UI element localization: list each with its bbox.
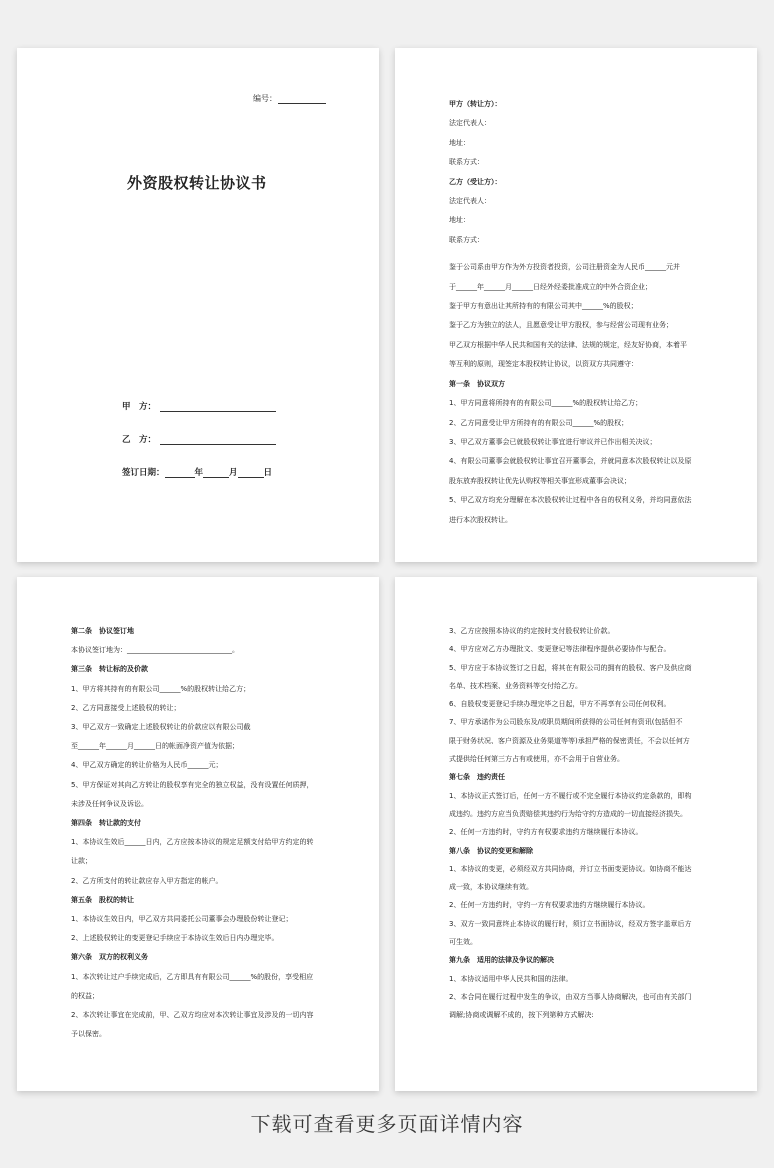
text-line: 可生效。 [449, 938, 477, 947]
text-line: 进行本次股权转让。 [449, 515, 512, 524]
party-a-line [122, 400, 276, 412]
text-line: 1、本协议生效日内，甲乙双方共同委托公司董事会办理股份转让登记； [71, 915, 293, 924]
document-page-4 [395, 577, 757, 1091]
sign-year-label: 年 [194, 468, 204, 478]
text-line: 予以保密。 [71, 1030, 106, 1039]
party-a-blank [160, 402, 276, 412]
text-line: 2、乙方所支付的转让款应存入甲方指定的帐户。 [71, 876, 223, 885]
text-line: 3、双方一致同意终止本协议的履行时，须订立书面协议，经双方签字盖章后方 [449, 919, 692, 928]
text-line: 鉴于乙方为独立的法人，且愿意受让甲方股权，参与经营公司现有业务； [449, 321, 673, 330]
text-line: 鉴于甲方有意出让其所持有的有限公司其中______%的股权； [449, 302, 638, 311]
text-line: 本协议签订地为：______________________________。 [71, 646, 239, 655]
text-line: 鉴于公司系由甲方作为外方投资者投资，公司注册资金为人民币______元并 [449, 263, 680, 272]
text-line: 的权益； [71, 991, 99, 1000]
party-b-blank [160, 435, 276, 445]
page-2-text [449, 95, 729, 530]
text-line: 联系方式： [449, 235, 484, 244]
sign-month-label: 月 [229, 468, 238, 478]
text-line: 1、甲方同意将所持有的有限公司______%的股权转让给乙方； [449, 399, 643, 408]
document-number-label: 编号： [253, 94, 277, 103]
sign-day-blank [238, 468, 264, 478]
text-line: 让款； [71, 857, 92, 866]
cover-page [17, 48, 379, 562]
text-line: 成违约。违约方应当负责赔偿其违约行为给守约方造成的一切直接经济损失。 [449, 809, 687, 818]
section-heading: 第九条 适用的法律及争议的解决 [449, 956, 554, 965]
text-line: 甲乙双方根据中华人民共和国有关的法律、法规的规定，经友好协商，本着平 [449, 340, 687, 349]
text-line: 1、本协议正式签订后，任何一方不履行或不完全履行本协议约定条款的，即构 [449, 791, 692, 800]
text-line: 于______年______月______日经外经委批准成立的中外合资企业； [449, 282, 652, 291]
party-a-label: 甲 方： [122, 402, 157, 412]
paragraph-gap [449, 250, 729, 258]
text-line: 3、甲乙双方一致确定上述股权转让的价款应以有限公司截 [71, 723, 251, 732]
sign-day-label: 日 [263, 468, 273, 478]
text-line: 地址： [449, 138, 470, 147]
text-line: 1、本次转让过户手续完成后，乙方即具有有限公司______%的股份，享受相应 [71, 972, 314, 981]
text-line: 4、有限公司董事会就股权转让事宜召开董事会，并就同意本次股权转让以及原 [449, 457, 692, 466]
section-heading: 第四条 转让款的支付 [71, 819, 141, 828]
text-line: 法定代表人： [449, 197, 491, 206]
section-heading: 第三条 转让标的及价款 [71, 665, 148, 674]
sign-year-blank [165, 468, 195, 478]
text-line: 等互利的原则，现签定本股权转让协议，以资双方共同遵守： [449, 360, 638, 369]
document-number-blank [278, 94, 326, 104]
text-line: 2、任何一方违约时，守约一方有权要求违约方继续履行本协议。 [449, 901, 650, 910]
text-line: 至______年______月______日的帐面净资产值为依据； [71, 742, 239, 751]
party-b-line [122, 433, 276, 445]
text-line: 限于财务状况、客户资源及业务渠道等等)承担严格的保密责任，不会以任何方 [449, 736, 690, 745]
document-number [253, 93, 326, 104]
text-line: 2、乙方同意受让甲方所持有的有限公司______%的股权； [449, 418, 629, 427]
text-line: 1、甲方将其持有的有限公司______%的股权转让给乙方； [71, 684, 251, 693]
text-line: 2、任何一方违约时，守约方有权要求违约方继续履行本协议。 [449, 828, 643, 837]
text-line: 7、甲方承诺作为公司股东及/或职员期间所获得的公司任何有资讯(包括但不 [449, 718, 683, 727]
document-title: 外资股权转让协议书 [127, 174, 267, 192]
text-line: 1、本协议适用中华人民共和国的法律。 [449, 974, 573, 983]
section-heading: 第七条 违约责任 [449, 773, 505, 782]
text-line: 2、本合同在履行过程中发生的争议，由双方当事人协商解决，也可由有关部门 [449, 992, 692, 1001]
text-line: 名单、技术档案、业务资料等交付给乙方。 [449, 681, 582, 690]
text-line: 1、本协议的变更，必须经双方共同协商，并订立书面变更协议。如协商不能达 [449, 864, 692, 873]
text-line: 股东放弃股权转让优先认购权等相关事宜形成董事会决议； [449, 476, 631, 485]
text-line: 2、乙方同意接受上述股权的转让； [71, 703, 181, 712]
party-b-label: 乙 方： [122, 435, 157, 445]
text-line: 未涉及任何争议及诉讼。 [71, 799, 148, 808]
sign-date-label: 签订日期： [122, 468, 165, 478]
text-line: 5、甲方应于本协议签订之日起，将其在有限公司的拥有的股权、客户及供应商 [449, 663, 692, 672]
text-line: 2、上述股权转让的变更登记手续应于本协议生效后日内办理完毕。 [71, 934, 279, 943]
text-line: 调解;协商或调解不成的，按下列第种方式解决: [449, 1011, 594, 1020]
text-line: 5、甲方保证对其向乙方转让的股权享有完全的独立权益，没有设置任何质押， [71, 780, 314, 789]
page-3-text [71, 622, 351, 1044]
sign-month-blank [203, 468, 229, 478]
document-page-3 [17, 577, 379, 1091]
section-heading: 第八条 协议的变更和解除 [449, 846, 533, 855]
section-heading: 第五条 股权的转让 [71, 895, 134, 904]
text-line: 5、甲乙双方均充分理解在本次股权转让过程中各自的权利义务，并均同意依法 [449, 496, 692, 505]
text-line: 1、本协议生效后______日内，乙方应按本协议的规定足额支付给甲方约定的转 [71, 838, 314, 847]
text-line: 2、本次转让事宜在完成前，甲、乙双方均应对本次转让事宜及涉及的一切内容 [71, 1011, 314, 1020]
download-caption: 下载可查看更多页面详情内容 [250, 1112, 524, 1136]
text-line: 3、甲乙双方董事会已就股权转让事宜进行审议并已作出相关决议； [449, 437, 657, 446]
page-4-text [449, 622, 729, 1025]
section-heading: 第一条 协议双方 [449, 379, 505, 388]
document-page-2 [395, 48, 757, 562]
section-heading: 第二条 协议签订地 [71, 627, 134, 635]
text-line: 6、自股权变更登记手续办理完毕之日起，甲方不再享有公司任何权利。 [449, 700, 671, 709]
text-line: 联系方式： [449, 158, 484, 167]
text-line: 地址： [449, 216, 470, 225]
text-line: 法定代表人： [449, 119, 491, 128]
text-line: 3、乙方应按照本协议的约定按时支付股权转让价款。 [449, 627, 615, 635]
text-line: 成一致，本协议继续有效。 [449, 883, 533, 892]
section-heading: 乙方（受让方）： [449, 177, 502, 186]
sign-date-line [122, 466, 272, 478]
text-line: 4、甲方应对乙方办理批文、变更登记等法律程序提供必要协作与配合。 [449, 645, 671, 654]
text-line: 式提供给任何第三方占有或使用，亦不会用于自营业务。 [449, 755, 624, 764]
section-heading: 甲方（转让方）： [449, 100, 502, 108]
text-line: 4、甲乙双方确定的转让价格为人民币______元； [71, 761, 223, 770]
section-heading: 第六条 双方的权利义务 [71, 953, 148, 962]
